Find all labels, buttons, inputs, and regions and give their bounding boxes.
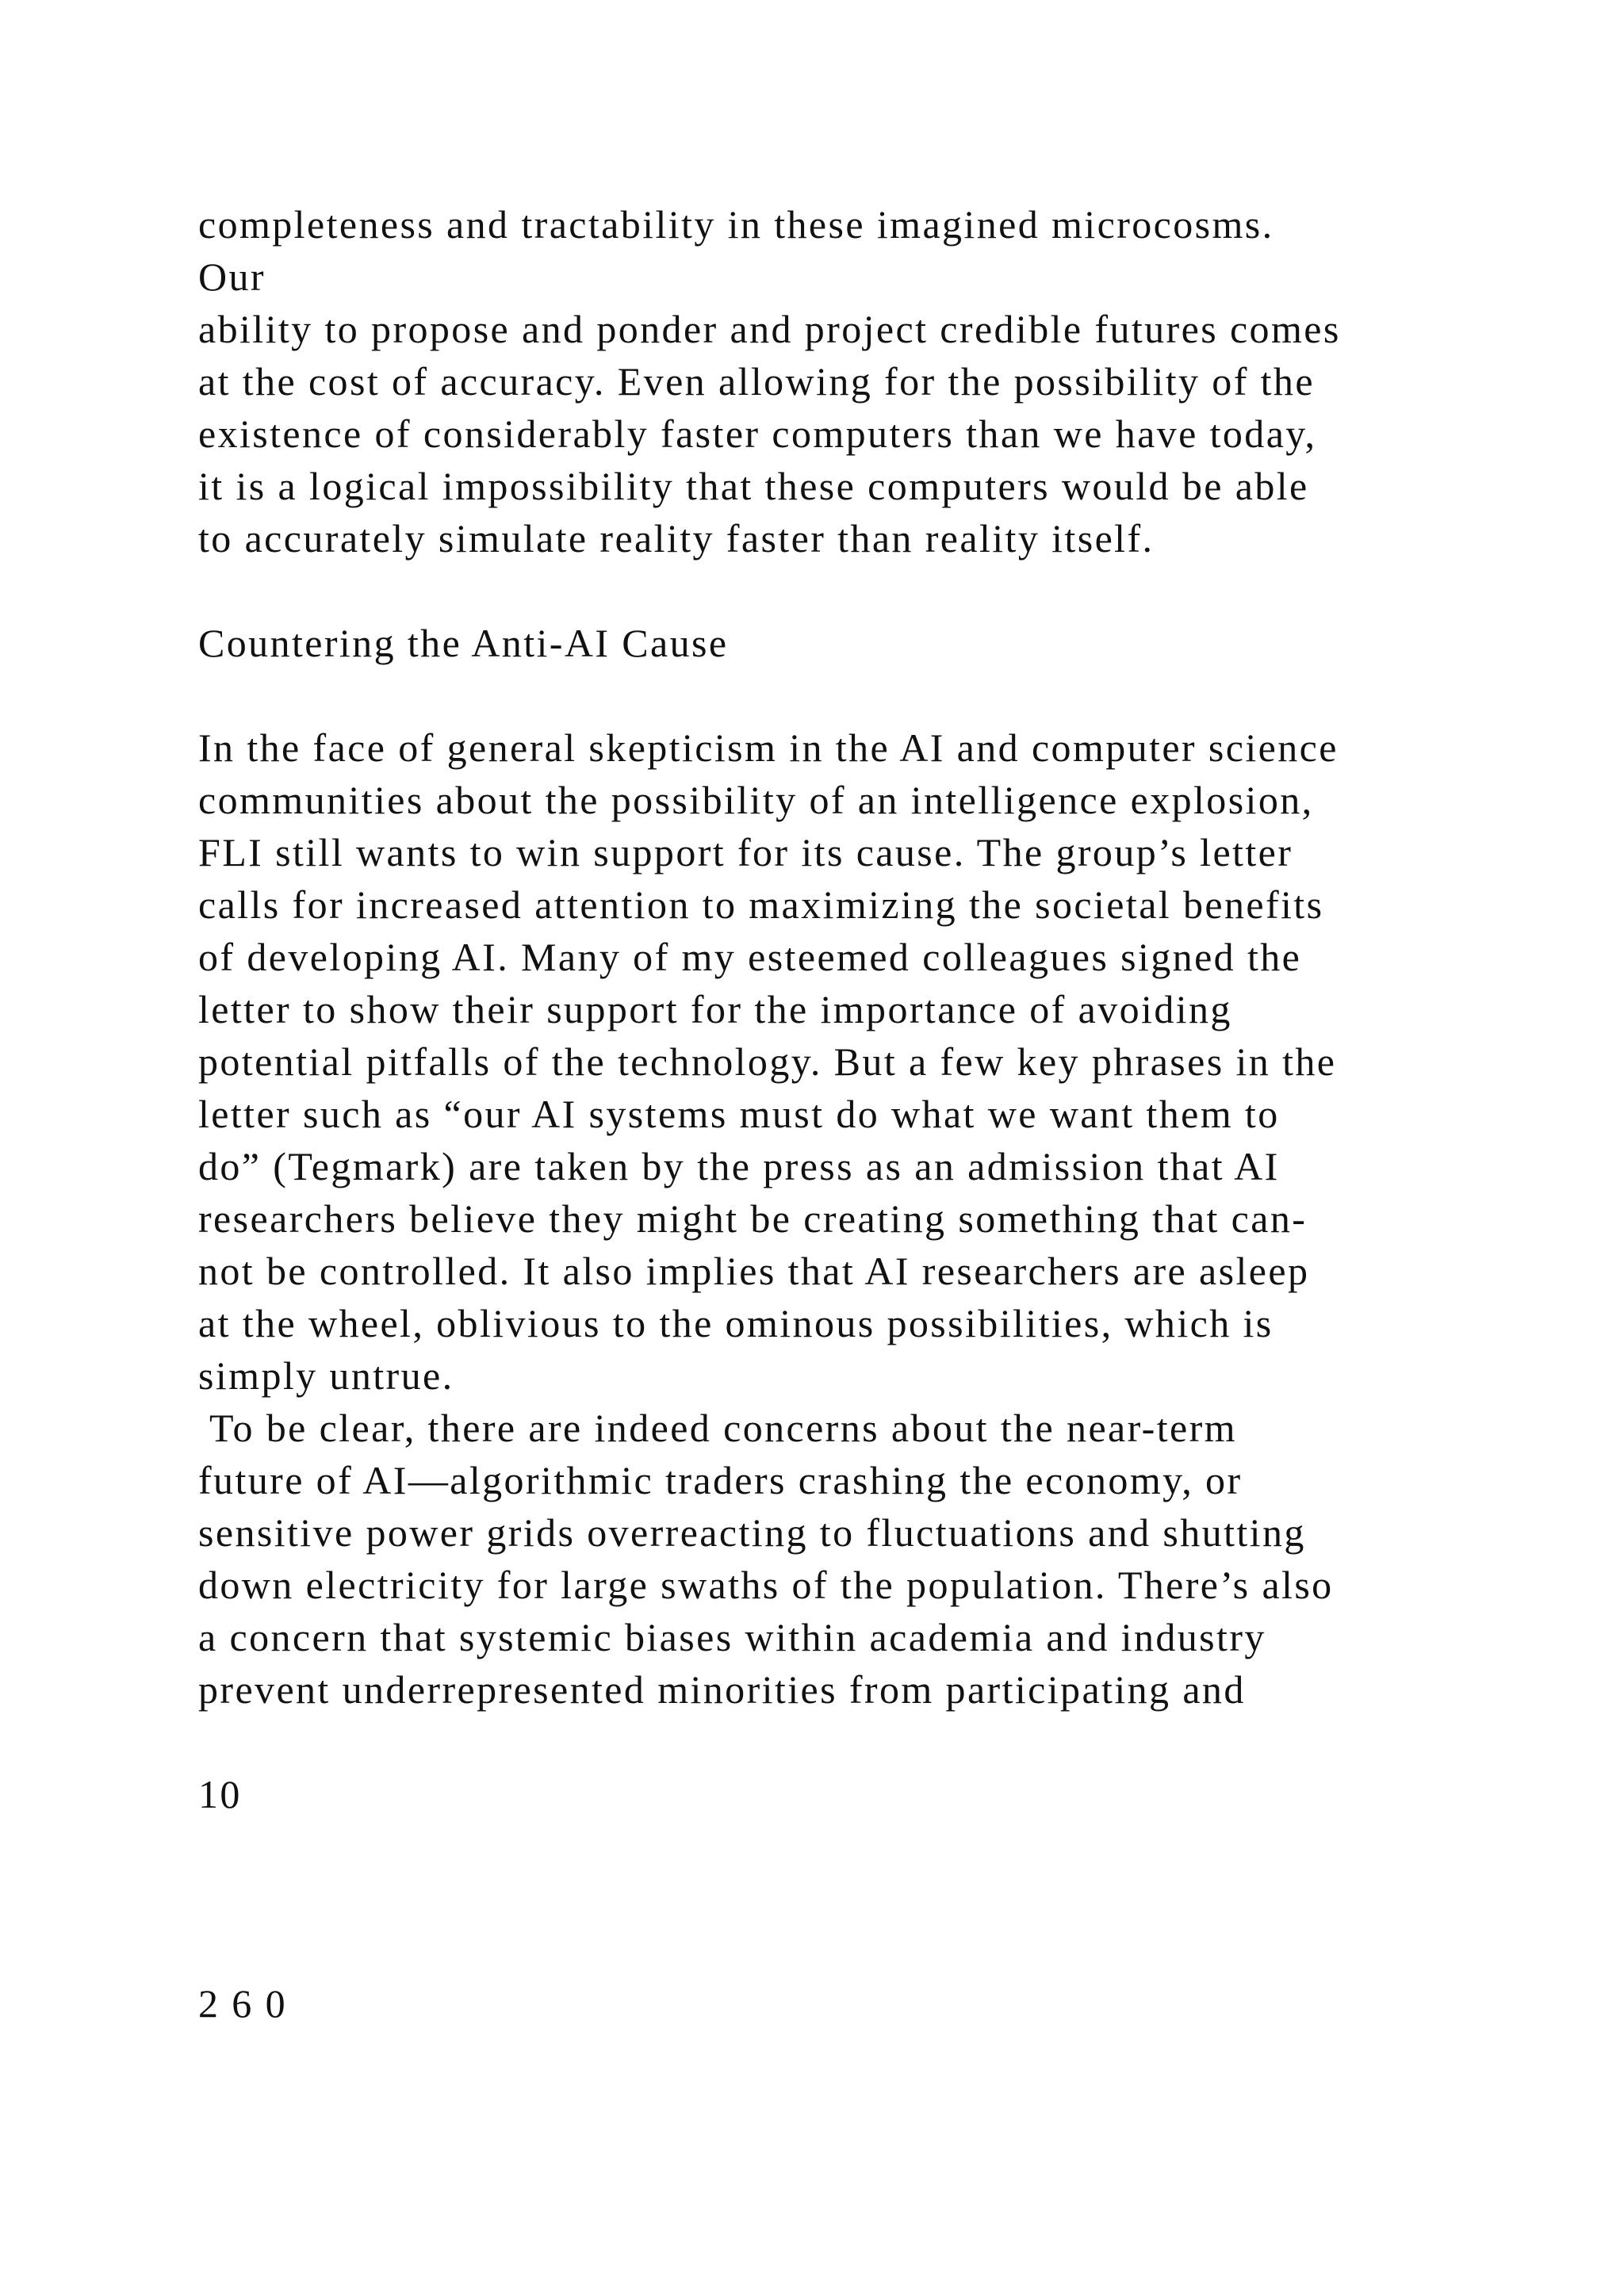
body-text-line: completeness and tractability in these imagined microcosms. <box>198 202 1274 247</box>
section-heading: Countering the Anti-AI Cause <box>198 621 729 665</box>
body-text-line: to accurately simulate reality faster than reality itself. <box>198 516 1155 561</box>
body-text-line: researchers believe they might be creating something that can- <box>198 1196 1308 1241</box>
body-text-line: FLI still wants to win support for its cause. The group’s letter <box>198 830 1293 874</box>
body-text-line: potential pitfalls of the technology. But a few key phrases in the <box>198 1039 1337 1084</box>
body-text-line: do” (Tegmark) are taken by the press as an admission that AI <box>198 1144 1280 1188</box>
body-text-line: down electricity for large swaths of the population. There’s also <box>198 1563 1334 1607</box>
body-text-line: simply untrue. <box>198 1353 454 1398</box>
body-text-line: prevent underrepresented minorities from participating and <box>198 1667 1246 1712</box>
body-text-line: letter to show their support for the importance of avoiding <box>198 987 1232 1031</box>
page-number: 10 <box>198 1772 242 1816</box>
body-text-line: In the face of general skepticism in the AI and computer science <box>198 725 1339 770</box>
body-text-line: at the cost of accuracy. Even allowing for the possibility of the <box>198 359 1315 404</box>
body-text-line: not be controlled. It also implies that AI researchers are asleep <box>198 1249 1310 1293</box>
page-number-alt: 2 6 0 <box>198 1981 287 2026</box>
body-text-line: To be clear, there are indeed concerns about the near-term <box>198 1406 1237 1450</box>
body-text-line: existence of considerably faster computers than we have today, <box>198 411 1317 456</box>
body-text-line: calls for increased attention to maximizing the societal benefits <box>198 882 1324 927</box>
body-text-line: Our <box>198 254 266 299</box>
body-text-line: a concern that systemic biases within academia and industry <box>198 1615 1266 1659</box>
body-text-line: communities about the possibility of an intelligence explosion, <box>198 778 1314 822</box>
body-text-line: it is a logical impossibility that these computers would be able <box>198 464 1309 508</box>
body-text-line: sensitive power grids overreacting to fluctuations and shutting <box>198 1510 1306 1555</box>
body-text-line: future of AI—algorithmic traders crashing the economy, or <box>198 1458 1243 1502</box>
body-text-line: ability to propose and ponder and project credible futures comes <box>198 307 1341 351</box>
body-text-line: of developing AI. Many of my esteemed colleagues signed the <box>198 935 1302 979</box>
body-text-line: at the wheel, oblivious to the ominous possibilities, which is <box>198 1301 1274 1345</box>
body-text-line: letter such as “our AI systems must do what we want them to <box>198 1092 1280 1136</box>
